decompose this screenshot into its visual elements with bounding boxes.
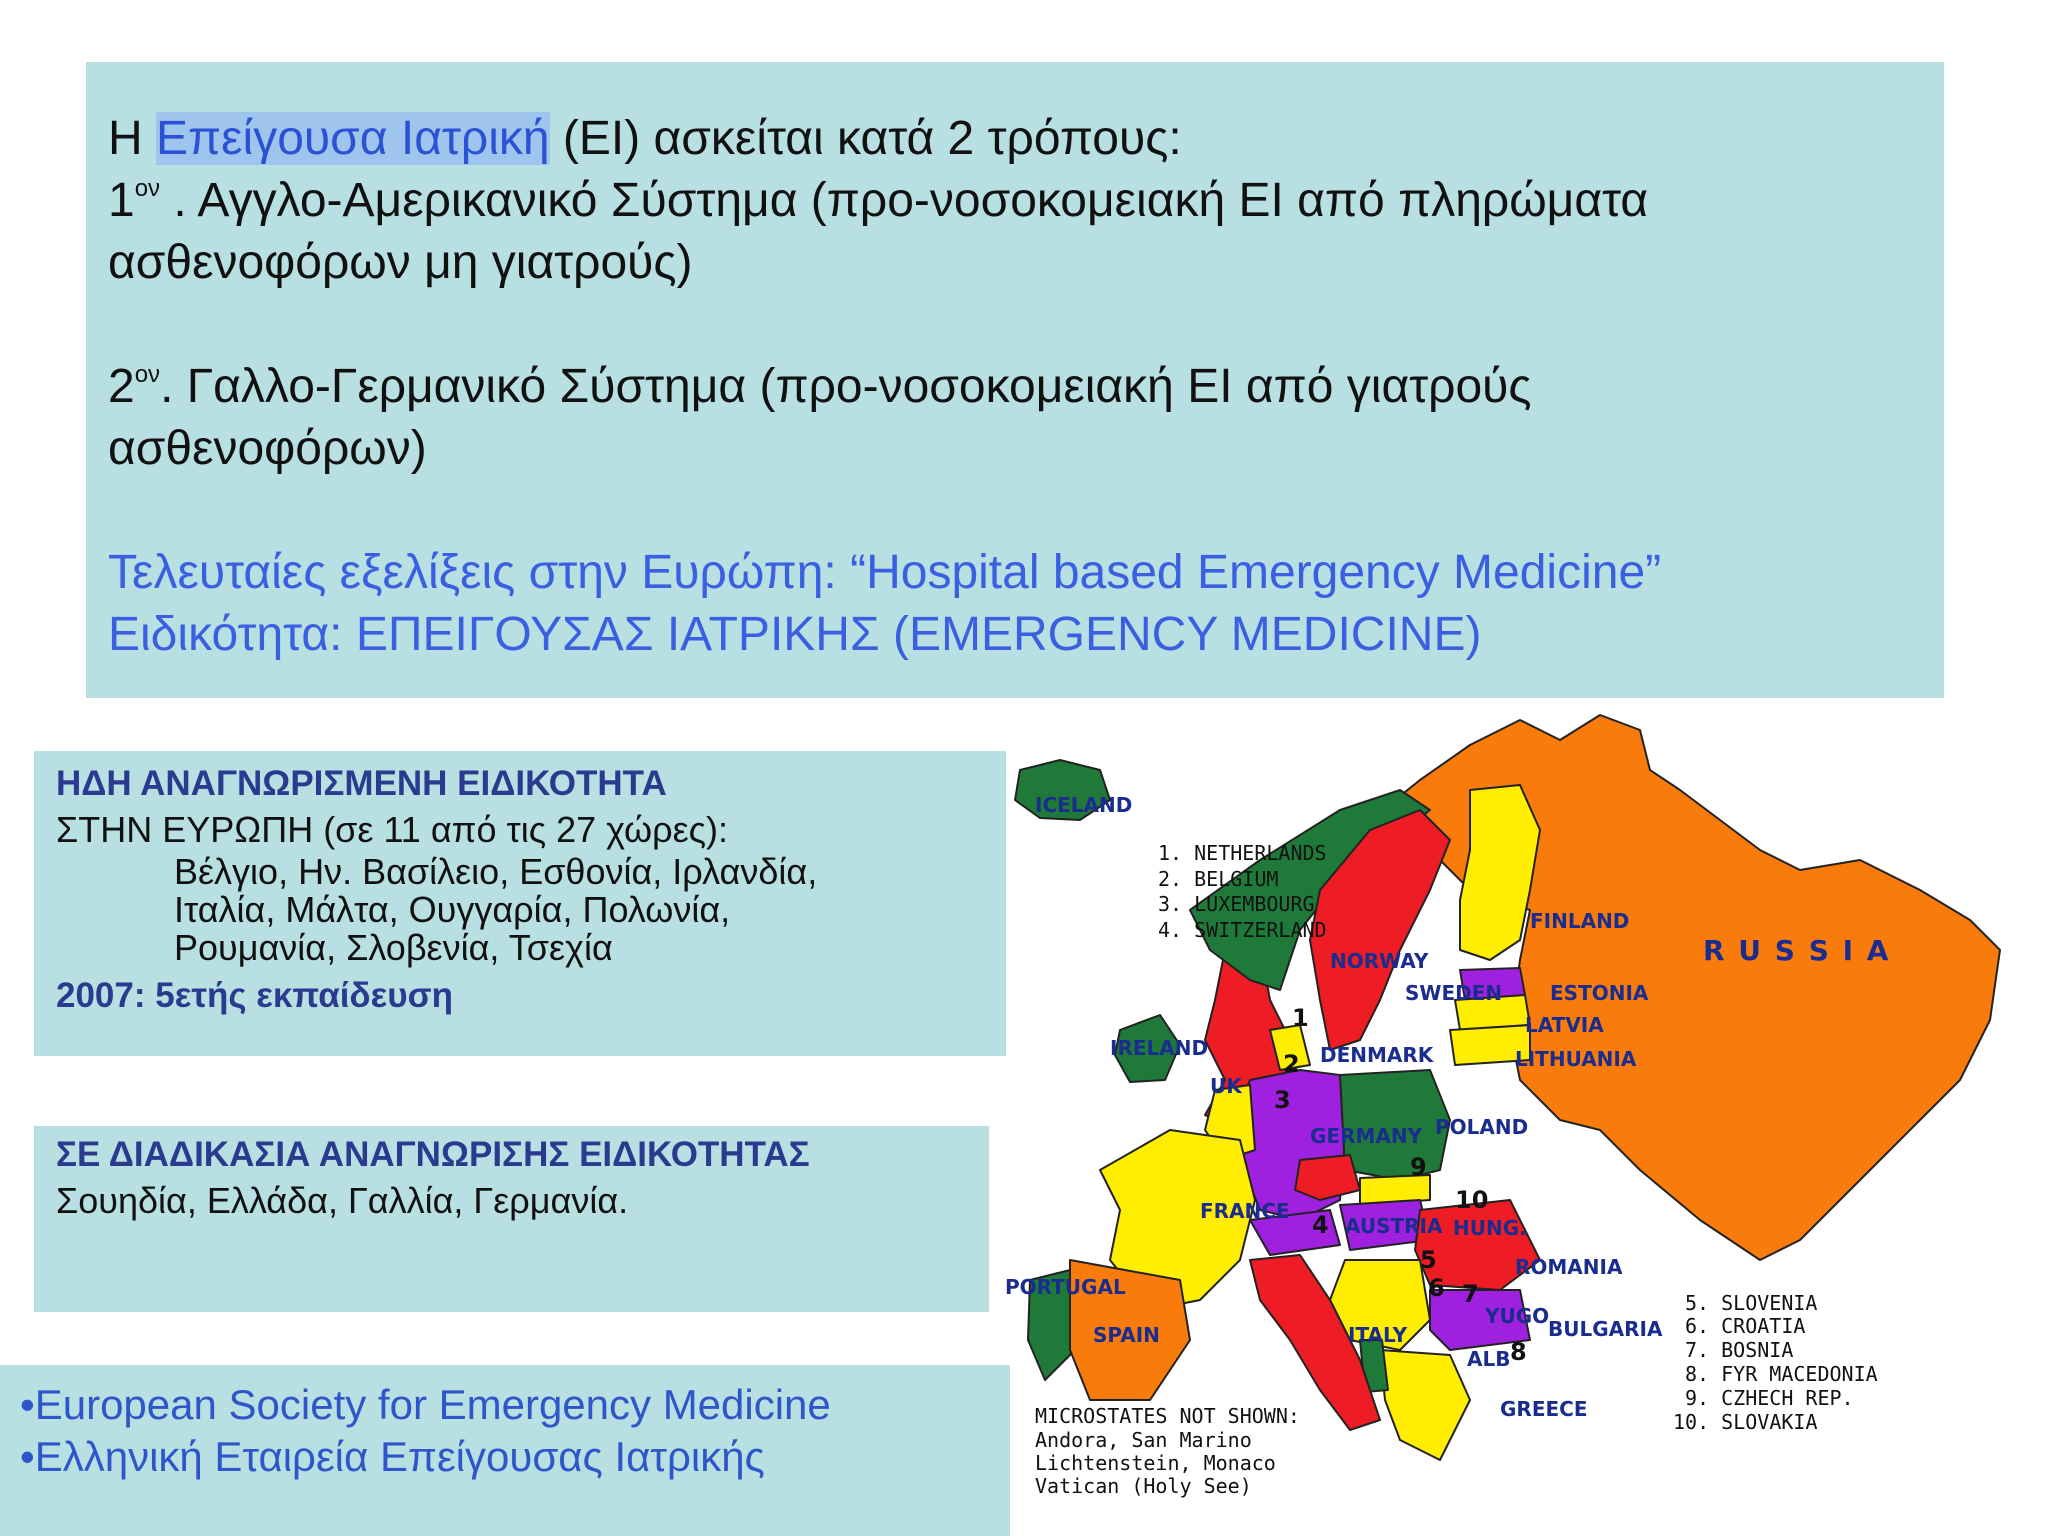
- system-2-line-2: ασθενοφόρων): [108, 422, 427, 475]
- system-1-ordinal: ον: [134, 175, 161, 202]
- system-1-line-2: ασθενοφόρων μη γιατρούς): [108, 236, 693, 289]
- albania-label: ALB: [1467, 1347, 1511, 1371]
- emergency-medicine-link[interactable]: Επείγουσα Ιατρική: [156, 112, 550, 165]
- hungary-label: HUNG.: [1453, 1216, 1527, 1240]
- romania-label: ROMANIA: [1515, 1255, 1623, 1279]
- intro-prefix: Η: [108, 112, 156, 165]
- intro-suffix: (ΕΙ) ασκείται κατά 2 τρόπους:: [549, 112, 1182, 165]
- system-2-number: 2: [108, 360, 135, 413]
- system-2-text: . Γαλλο-Γερμανικό Σύστημα (προ-νοσοκομειακή ΕΙ από γιατρούς: [160, 360, 1532, 413]
- system-2-ordinal: ον: [134, 361, 161, 388]
- legend-item-5: 5. SLOVENIA: [1685, 1291, 1818, 1315]
- marker-2: 2: [1283, 1050, 1300, 1078]
- uk-label: UK: [1210, 1074, 1242, 1098]
- microstates-line-3: Vatican (Holy See): [1035, 1474, 1252, 1498]
- recognized-subheading: ΣΤΗΝ ΕΥΡΩΠΗ (σε 11 από τις 27 χώρες):: [56, 809, 729, 850]
- latvia-label: LATVIA: [1525, 1013, 1604, 1037]
- marker-8: 8: [1510, 1338, 1527, 1366]
- process-heading: ΣΕ ΔΙΑΔΙΚΑΣΙΑ ΑΝΑΓΝΩΡΙΣΗΣ ΕΙΔΙΚΟΤΗΤΑΣ: [56, 1135, 810, 1174]
- microstates-line-2: Lichtenstein, Monaco: [1035, 1451, 1276, 1475]
- system-2-line: [108, 356, 1944, 418]
- austria-label: AUSTRIA: [1345, 1214, 1443, 1238]
- legend-item-3: 3. LUXEMBOURG: [1158, 892, 1315, 916]
- russia-label: R U S S I A: [1703, 934, 1891, 967]
- marker-4: 4: [1312, 1211, 1329, 1239]
- training-duration: 2007: 5ετής εκπαίδευση: [56, 976, 453, 1015]
- intro-line: [108, 108, 1944, 170]
- marker-3: 3: [1274, 1086, 1291, 1114]
- system-1-number: 1: [108, 174, 135, 227]
- in-process-box: [34, 1126, 989, 1312]
- hellenic-society-link[interactable]: •Ελληνική Εταιρεία Επείγουσας Ιατρικής: [20, 1433, 765, 1480]
- sweden-label: SWEDEN: [1405, 981, 1503, 1005]
- legend-item-9: 9. CZHECH REP.: [1685, 1386, 1854, 1410]
- portugal-label: PORTUGAL: [1005, 1275, 1126, 1299]
- greece-label: GREECE: [1500, 1397, 1588, 1421]
- system-1-text: . Αγγλο-Αμερικανικό Σύστημα (προ-νοσοκομειακή ΕΙ από πληρώματα: [160, 174, 1649, 227]
- marker-5: 5: [1420, 1246, 1437, 1274]
- legend-item-7: 7. BOSNIA: [1685, 1338, 1794, 1362]
- marker-1: 1: [1292, 1004, 1309, 1032]
- intro-box: [86, 62, 1944, 698]
- yugo-label: YUGO: [1485, 1304, 1550, 1328]
- countries-line-1: Βέλγιο, Ην. Βασίλειο, Εσθονία, Ιρλανδία,: [174, 851, 818, 892]
- bulgaria-label: BULGARIA: [1548, 1317, 1663, 1341]
- process-countries: Σουηδία, Ελλάδα, Γαλλία, Γερμανία.: [56, 1180, 629, 1221]
- marker-9: 9: [1410, 1153, 1427, 1181]
- societies-box: [0, 1365, 1010, 1536]
- estonia-label: ESTONIA: [1550, 981, 1649, 1005]
- eusem-link[interactable]: •European Society for Emergency Medicine: [20, 1381, 831, 1428]
- france-label: FRANCE: [1200, 1199, 1290, 1223]
- legend-item-2: 2. BELGIUM: [1158, 867, 1279, 891]
- legend-item-1: 1. NETHERLANDS: [1158, 841, 1327, 865]
- czech-region: [1295, 1155, 1360, 1200]
- marker-10: 10: [1455, 1186, 1489, 1214]
- countries-line-2: Ιταλία, Μάλτα, Ουγγαρία, Πολωνία,: [174, 889, 731, 930]
- finland-label: FINLAND: [1530, 909, 1630, 933]
- denmark-label: DENMARK: [1320, 1043, 1434, 1067]
- legend-item-4: 4. SWITZERLAND: [1158, 918, 1327, 942]
- microstates-heading: MICROSTATES NOT SHOWN:: [1035, 1404, 1300, 1428]
- greece-region: [1380, 1350, 1470, 1460]
- spain-label: SPAIN: [1093, 1323, 1160, 1347]
- recognized-specialty-box: [34, 751, 1006, 1056]
- microstates-line-1: Andora, San Marino: [1035, 1428, 1252, 1452]
- legend-item-8: 8. FYR MACEDONIA: [1685, 1362, 1878, 1386]
- norway-label: NORWAY: [1330, 949, 1429, 973]
- latest-developments: Τελευταίες εξελίξεις στην Ευρώπη: “Hospital based Emergency Medicine”: [108, 546, 1662, 599]
- ireland-label: IRELAND: [1110, 1036, 1209, 1060]
- legend-item-10: 10. SLOVAKIA: [1673, 1410, 1818, 1434]
- countries-line-3: Ρουμανία, Σλοβενία, Τσεχία: [174, 927, 613, 968]
- system-1-line: [108, 170, 1944, 232]
- specialty-line: Ειδικότητα: ΕΠΕΙΓΟΥΣΑΣ ΙΑΤΡΙΚΗΣ (EMERGENCY MEDICINE): [108, 608, 1482, 661]
- italy-label: ITALY: [1348, 1323, 1408, 1347]
- marker-7: 7: [1462, 1280, 1479, 1308]
- germany-label: GERMANY: [1310, 1124, 1423, 1148]
- legend-item-6: 6. CROATIA: [1685, 1314, 1806, 1338]
- lithuania-label: LITHUANIA: [1515, 1047, 1637, 1071]
- marker-6: 6: [1428, 1274, 1445, 1302]
- europe-map: [1000, 700, 2048, 1536]
- iceland-label: ICELAND: [1035, 793, 1133, 817]
- poland-label: POLAND: [1435, 1115, 1529, 1139]
- recognized-heading: ΗΔΗ ΑΝΑΓΝΩΡΙΣΜΕΝΗ ΕΙΔΙΚΟΤΗΤΑ: [56, 764, 667, 803]
